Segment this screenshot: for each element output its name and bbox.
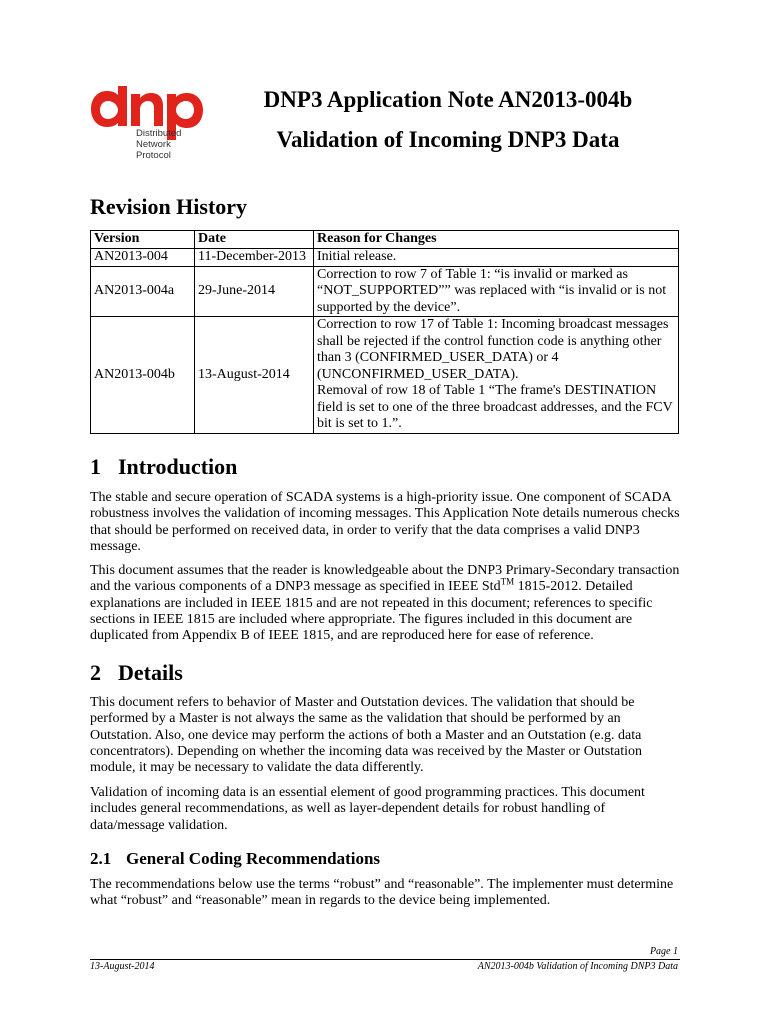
date-cell: 29-June-2014	[195, 266, 314, 317]
title-line-2: Validation of Incoming DNP3 Data	[276, 127, 620, 152]
table-row	[91, 266, 679, 317]
version-cell: AN2013-004	[91, 249, 195, 267]
date-cell: 13-August-2014	[195, 317, 314, 434]
revision-table	[90, 230, 679, 434]
reason-cell: Correction to row 7 of Table 1: “is invalid or marked as “NOT_SUPPORTED”” was replaced with “is invalid or is not supported by the device”.	[314, 266, 679, 317]
section-number: 2	[90, 660, 101, 685]
document-title	[218, 80, 678, 160]
section-number: 1	[90, 454, 101, 479]
date-cell: 11-December-2013	[195, 249, 314, 267]
footer-document-title: AN2013-004b Validation of Incoming DNP3 Data	[477, 961, 678, 972]
logo-caption-line: Protocol	[136, 150, 171, 161]
reason-cell: Initial release.	[314, 249, 679, 267]
intro-paragraph-1: The stable and secure operation of SCADA systems is a high-priority issue. One component of SCADA robustness involves the validation of incoming messages. This Application Note details numerous checks that should be performed on received data, in order to verify that the data comprises a valid DNP3 message.	[90, 490, 680, 554]
column-header: Version	[91, 231, 195, 249]
intro-paragraph-2	[90, 563, 680, 644]
table-row	[91, 249, 679, 267]
logo-caption	[136, 128, 181, 161]
footer-date: 13-August-2014	[90, 961, 155, 972]
intro-paragraph-2-text: 1815-2012. Detailed explanations are included in IEEE 1815 and are not repeated in this document; references to specific sections in IEEE 1815 are included where appropriate. The figures included in this document are duplicated from Appendix B of IEEE 1815, and are reproduced here for ease of reference.	[90, 579, 653, 644]
reason-line: Removal of row 18 of Table 1 “The frame's DESTINATION field is set to one of the three broadcast addresses, and the FCV bit is set to 1.”.	[317, 383, 673, 431]
section-title: Introduction	[118, 454, 238, 479]
section-title: Details	[118, 660, 183, 685]
section-title: General Coding Recommendations	[126, 849, 381, 868]
intro-paragraph-2-text: This document assumes that the reader is knowledgeable about the DNP3 Primary-Secondary transaction and the various components of a DNP3 message as specified in IEEE Std	[90, 563, 680, 595]
subsection-heading-general	[90, 849, 380, 869]
column-header: Date	[195, 231, 314, 249]
section-number: 2.1	[90, 849, 112, 868]
version-cell: AN2013-004b	[91, 317, 195, 434]
page-number: Page 1	[649, 946, 678, 957]
column-header: Reason for Changes	[314, 231, 679, 249]
version-cell: AN2013-004a	[91, 266, 195, 317]
table-header-row	[91, 231, 679, 249]
table-row	[91, 317, 679, 434]
section-heading-details	[90, 660, 183, 686]
footer-rule	[90, 959, 680, 960]
logo-caption-line: Network	[136, 139, 171, 150]
reason-line: Correction to row 17 of Table 1: Incoming broadcast messages shall be rejected if the control function code is anything other than 3 (CONFIRMED_USER_DATA) or 4 (UNCONFIRMED_USER_DATA).	[317, 317, 669, 382]
trademark-mark: TM	[500, 576, 515, 587]
section-heading-introduction	[90, 454, 237, 480]
revision-history-heading: Revision History	[90, 194, 248, 219]
details-paragraph-2: Validation of incoming data is an essential element of good programming practices. This document includes general recommendations, as well as layer-dependent details for robust handling of data/message validation.	[90, 785, 645, 833]
reason-cell	[314, 317, 679, 434]
title-line-1: DNP3 Application Note AN2013-004b	[263, 87, 633, 112]
details-paragraph-1: This document refers to behavior of Master and Outstation devices. The validation that should be performed by a Master is not always the same as the validation that should be performed by an Outstation. Also, one device may perform the actions of both a Master and an Outstation (e.g. data concentrators). Depending on whether the incoming data was received by the Master or Outstation module, it may be necessary to validate the data differently.	[90, 695, 643, 776]
general-paragraph-1: The recommendations below use the terms “robust” and “reasonable”. The implementer must determine what “robust” and “reasonable” mean in regards to the device being implemented.	[90, 877, 674, 909]
logo-caption-line: Distributed	[136, 128, 182, 139]
